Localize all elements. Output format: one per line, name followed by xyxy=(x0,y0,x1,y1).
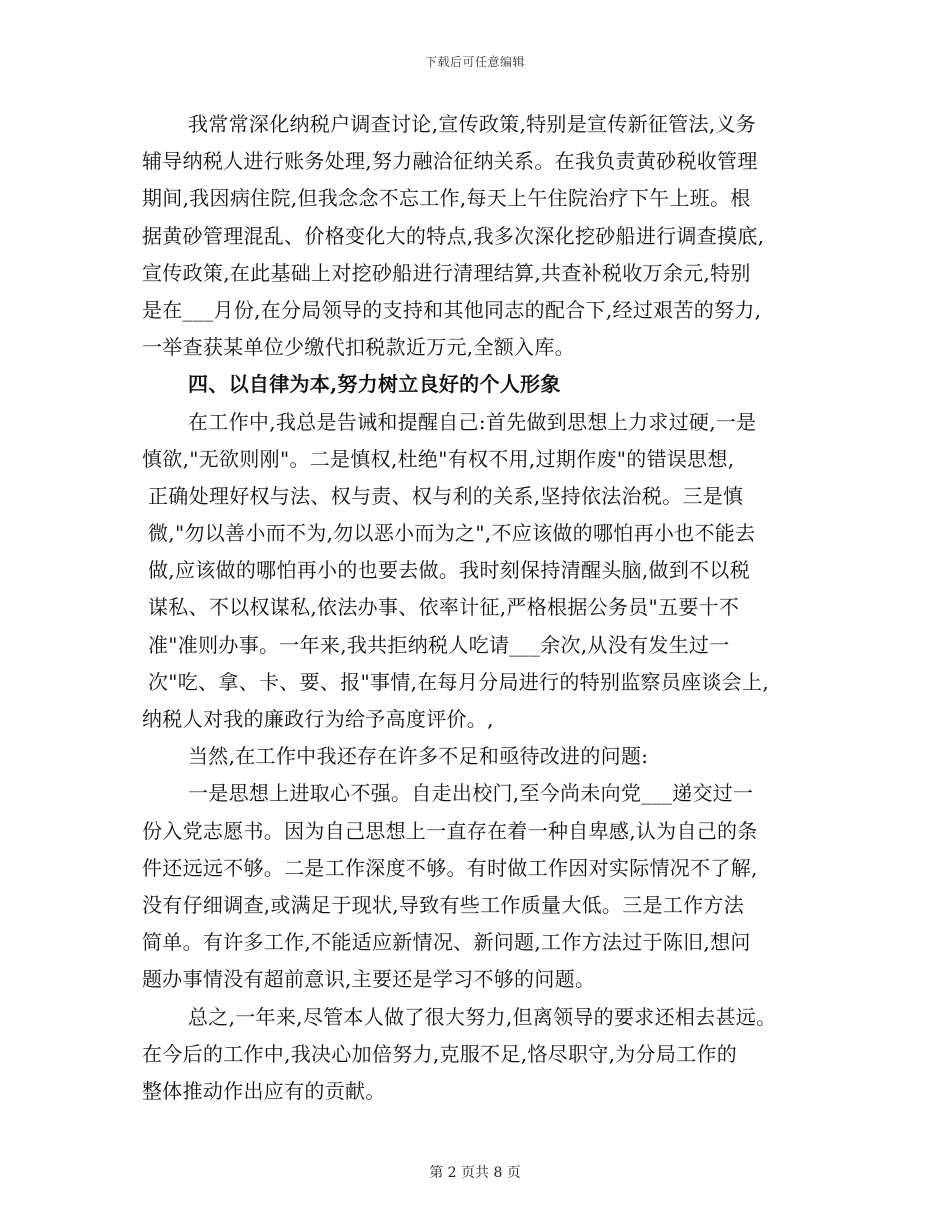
body-line: 谋私、不以权谋私,依法办事、依率计征,严格根据公务员"五要十不 xyxy=(148,595,740,620)
body-line: 宣传政策,在此基础上对挖砂船进行清理结算,共查补税收万余元,特别 xyxy=(142,260,751,285)
body-line: 是在___月份,在分局领导的支持和其他同志的配合下,经过艰苦的努力, xyxy=(142,297,762,322)
body-line: 总之,一年来,尽管本人做了很大努力,但离领导的要求还相去甚远。 xyxy=(188,1004,777,1029)
section-heading: 四、以自律为本,努力树立良好的个人形象 xyxy=(188,372,561,397)
body-line: 据黄砂管理混乱、价格变化大的特点,我多次深化挖砂船进行调查摸底, xyxy=(142,223,765,248)
body-line: 题办事情没有超前意识,主要还是学习不够的问题。 xyxy=(142,967,596,992)
body-line: 慎欲,"无欲则刚"。二是慎权,杜绝"有权不用,过期作废"的错误思想, xyxy=(142,446,735,471)
body-line: 整体推动作出应有的贡献。 xyxy=(142,1078,386,1103)
body-line: 份入党志愿书。因为自己思想上一直存在着一种自卑感,认为自己的条 xyxy=(142,818,758,843)
page-footer: 第 2 页共 8 页 xyxy=(429,1165,521,1181)
body-line: 没有仔细调查,或满足于现状,导致有些工作质量大低。三是工作方法 xyxy=(142,892,745,917)
body-line: 我常常深化纳税户调查讨论,宣传政策,特别是宣传新征管法,义务 xyxy=(188,112,757,136)
body-line: 简单。有许多工作,不能适应新情况、新问题,工作方法过于陈旧,想问 xyxy=(142,930,751,955)
body-line: 在工作中,我总是告诫和提醒自己:首先做到思想上力求过硬,一是 xyxy=(188,409,757,434)
body-line: 次"吃、拿、卡、要、报"事情,在每月分局进行的特别监察员座谈会上, xyxy=(148,669,770,694)
body-line: 正确处理好权与法、权与责、权与利的关系,坚持依法治税。三是慎 xyxy=(148,483,744,508)
body-line: 微,"勿以善小而不为,勿以恶小而为之",不应该做的哪怕再小也不能去 xyxy=(148,521,756,546)
body-line: 纳税人对我的廉政行为给予高度评价。, xyxy=(142,707,494,731)
body-line: 期间,我因病住院,但我念念不忘工作,每天上午住院治疗下午上班。根 xyxy=(142,186,751,211)
page-header: 下载后可任意编辑 xyxy=(424,55,525,69)
body-line: 当然,在工作中我还存在许多不足和亟待改进的问题: xyxy=(188,744,649,769)
body-line: 一是思想上进取心不强。自走出校门,至今尚未向党___递交过一 xyxy=(188,781,754,806)
body-line: 一举查获某单位少缴代扣税款近万元,全额入库。 xyxy=(142,335,575,360)
body-line: 准"准则办事。一年来,我共拒纳税人吃请___余次,从没有发生过一 xyxy=(148,632,730,657)
document-body xyxy=(142,106,832,1110)
body-line: 辅导纳税人进行账务处理,努力融洽征纳关系。在我负责黄砂税收管理 xyxy=(142,149,758,174)
body-line: 件还远远不够。二是工作深度不够。有时做工作因对实际情况不了解, xyxy=(142,855,758,880)
body-line: 在今后的工作中,我决心加倍努力,克服不足,恪尽职守,为分局工作的 xyxy=(142,1041,738,1066)
body-line: 做,应该做的哪怕再小的也要去做。我时刻保持清醒头脑,做到不以税 xyxy=(148,558,751,583)
